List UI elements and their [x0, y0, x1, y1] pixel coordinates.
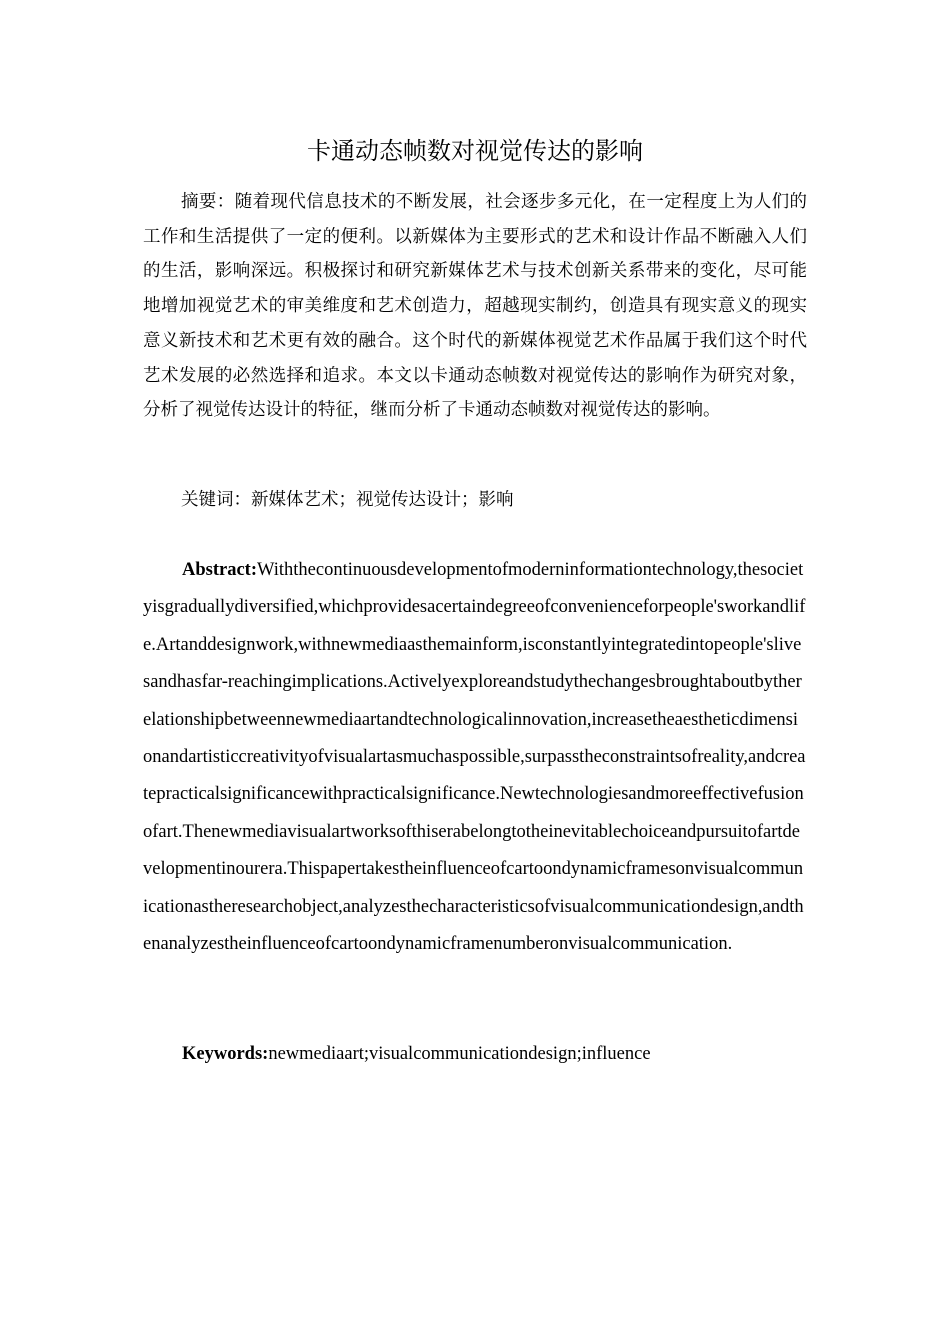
paper-title: 卡通动态帧数对视觉传达的影响	[307, 137, 643, 165]
english-abstract	[143, 552, 807, 963]
chinese-keywords	[143, 483, 807, 517]
english-abstract-label: Abstract:	[182, 560, 258, 580]
chinese-keywords-text: 新媒体艺术；视觉传达设计；影响	[251, 490, 514, 510]
english-keywords	[143, 1036, 807, 1073]
chinese-abstract	[143, 185, 807, 428]
chinese-abstract-text: 随着现代信息技术的不断发展，社会逐步多元化，在一定程度上为人们的工作和生活提供了一定的便利。以新媒体为主要形式的艺术和设计作品不断融入人们的生活，影响深远。积极探讨和研究新媒体艺术与技术创新关系带来的变化，尽可能地增加视觉艺术的审美维度和艺术创造力，超越现实制约，创造具有现实意义的现实意义新技术和艺术更有效的融合。这个时代的新媒体视觉艺术作品属于我们这个时代艺术发展的必然选择和追求。本文以卡通动态帧数对视觉传达的影响作为研究对象，分析了视觉传达设计的特征，继而分析了卡通动态帧数对视觉传达的影响。	[143, 192, 808, 421]
english-keywords-label: Keywords:	[182, 1044, 269, 1064]
chinese-keywords-label: 关键词：	[181, 490, 251, 510]
english-keywords-text: newmediaart;visualcommunicationdesign;influence	[268, 1044, 651, 1064]
english-abstract-text: Withthecontinuousdevelopmentofmoderninformationtechnology,thesocietyisgraduallydiversified,whichprovidesacertaindegreeofconvenienceforpeople'sworkandlife.Artanddesignwork,withnewmediaasthemainform,isconstantlyintegratedintopeople'slivesandhasfar-reachingimplications.Activelyexploreandstudythechangesbroughtaboutbytherelationshipbetweennewmediaartandtechnologicalinnovation,increasetheaestheticdimensionandartisticcreativityofvisualartasmuchaspossible,surpasstheconstraintsofreality,andcreatepracticalsignificancewithpracticalsignificance.Newtechnologiesandmoreeffectivefusionofart.Thenewmediavisualartworksofthiserabelongtotheinevitablechoiceandpursuitofartdevelopmentinourera.Thispapertakestheinfluenceofcartoondynamicframesonvisualcommunicationastheresearchobject,analyzesthecharacteristicsofvisualcommunicationdesign,andthenanalyzestheinfluenceofcartoondynamicframenumberonvisualcommunication.	[143, 560, 806, 955]
chinese-abstract-label: 摘要：	[181, 192, 235, 212]
